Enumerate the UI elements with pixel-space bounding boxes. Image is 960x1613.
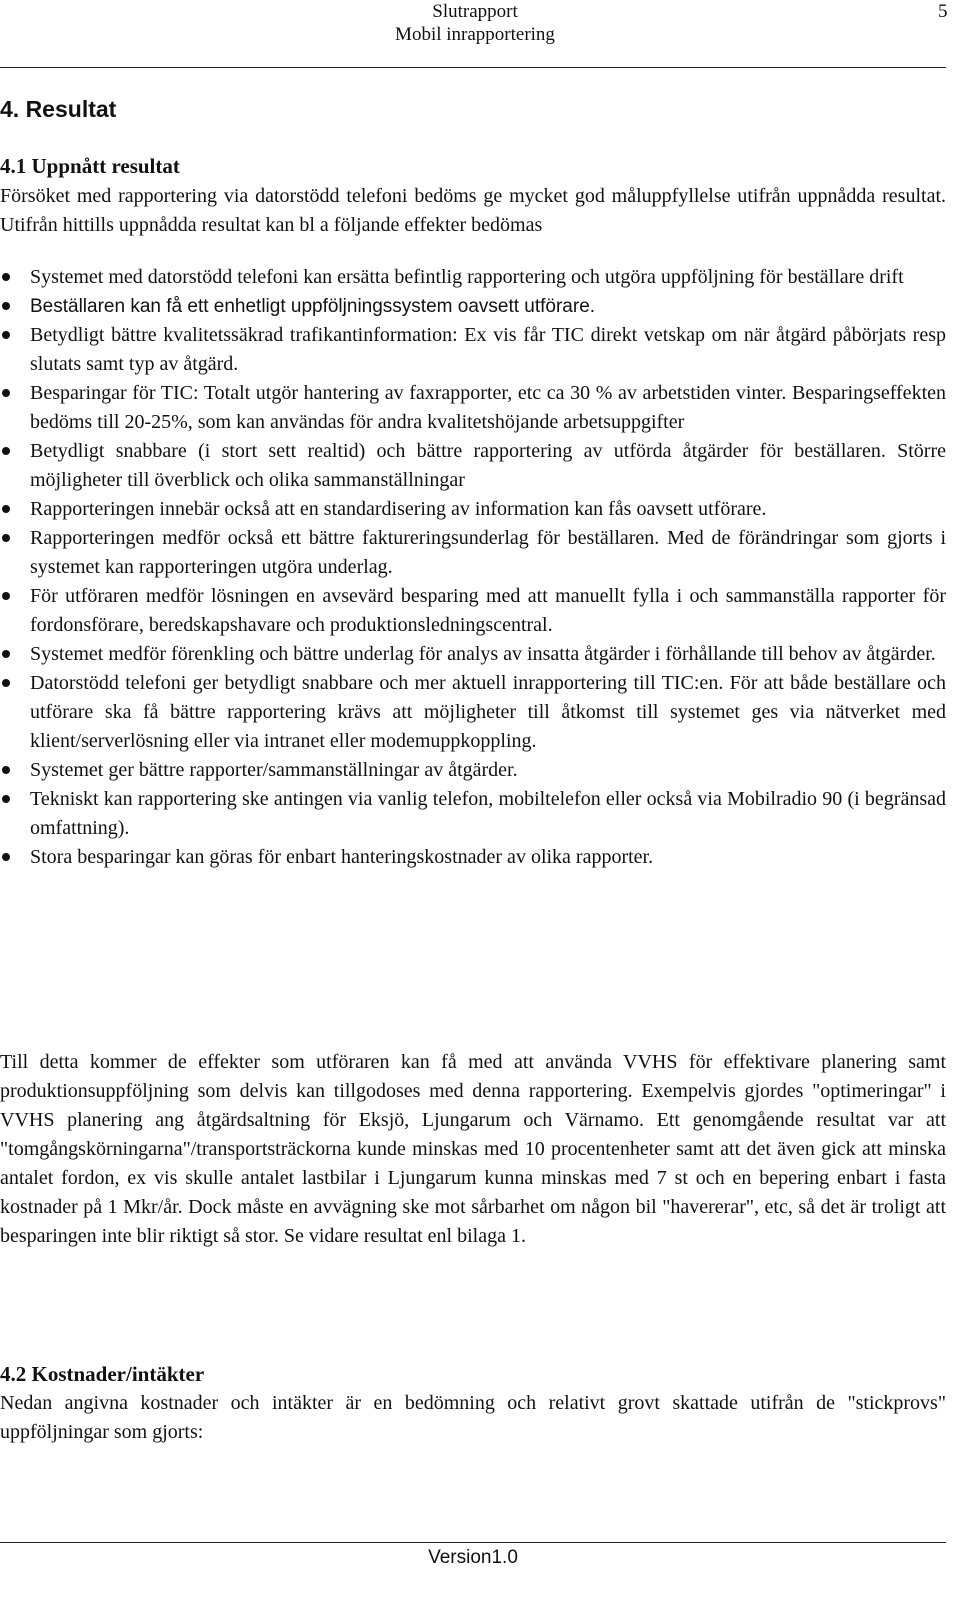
page-header	[0, 0, 960, 70]
subsection-heading-costs: 4.2 Kostnader/intäkter	[0, 1362, 205, 1386]
bullet-icon	[2, 679, 10, 687]
list-item: Besparingar för TIC: Totalt utgör hantering av faxrapporter, etc ca 30 % av arbetstiden vinter. Besparingseffekten bedöms till 20-25%, som kan användas för andra kvalitetshöjande arbetsuppgifter	[0, 379, 946, 437]
list-item: Systemet medför förenkling och bättre underlag för analys av insatta åtgärder i förhållande till behov av åtgärder.	[0, 640, 946, 669]
header-subtitle: Mobil inrapportering	[395, 24, 555, 45]
costs-intro-paragraph: Nedan angivna kostnader och intäkter är en bedömning och relativt grovt skattade utifrån de "stickprovs" uppföljningar som gjorts:	[0, 1392, 946, 1443]
bullet-icon	[2, 534, 10, 542]
results-intro-paragraph: Försöket med rapportering via datorstödd telefoni bedöms ge mycket god måluppfyllelse utifrån uppnådda resultat. Utifrån hittills uppnådda resultat kan bl a följande effekter bedömas	[0, 185, 946, 236]
list-item: Beställaren kan få ett enhetligt uppföljningssystem oavsett utförare.	[0, 292, 946, 321]
footer-divider	[0, 1542, 946, 1543]
list-item: Betydligt bättre kvalitetssäkrad trafikantinformation: Ex vis får TIC direkt vetskap om när åtgärd påbörjats resp slutats samt typ av åtgärd.	[0, 321, 946, 379]
page-number: 5	[938, 1, 948, 22]
bullet-icon	[2, 766, 10, 774]
list-item: Stora besparingar kan göras för enbart hanteringskostnader av olika rapporter.	[0, 843, 946, 872]
subsection-heading-results: 4.1 Uppnått resultat	[0, 154, 180, 178]
header-title: Slutrapport	[432, 1, 518, 22]
list-item: Rapporteringen innebär också att en standardisering av information kan fås oavsett utförare.	[0, 495, 946, 524]
section-heading: 4. Resultat	[0, 96, 117, 122]
results-closing-paragraph: Till detta kommer de effekter som utföraren kan få med att använda VVHS för effektivare planering samt produktionsuppföljning som delvis kan tillgodoses med denna rapportering. Exempelvis gjordes "optimeringar" i VVHS planering ang åtgärdsaltning för Eksjö, Ljungarum och Värnamo. Ett genomgående resultat var att "tomgångskörningarna"/transportsträckorna kunde minskas med 10 procentenheter samt att det även gick att minska antalet fordon, ex vis skulle antalet lastbilar i Ljungarum kunna minskas med 7 st och en bepering enbart i fasta kostnader på 1 Mkr/år. Dock måste en avvägning ske mot sårbarhet om någon bil "havererar", etc, så det är troligt att besparingen inte blir riktigt så stor. Se vidare resultat enl bilaga 1.	[0, 1051, 946, 1247]
list-item: Betydligt snabbare (i stort sett realtid) och bättre rapportering av utförda åtgärder för beställaren. Större möjligheter till överblick och olika sammanställningar	[0, 437, 946, 495]
list-item: Systemet med datorstödd telefoni kan ersätta befintlig rapportering och utgöra uppföljning för beställare drift	[0, 263, 946, 292]
bullet-icon	[2, 853, 10, 861]
header-divider	[0, 67, 946, 68]
list-item: För utföraren medför lösningen en avsevärd besparing med att manuellt fylla i och sammanställa rapporter för fordonsförare, beredskapshavare och produktionsledningscentral.	[0, 582, 946, 640]
bullet-icon	[2, 592, 10, 600]
bullet-icon	[2, 331, 10, 339]
bullet-icon	[2, 302, 10, 310]
bullet-icon	[2, 795, 10, 803]
bullet-icon	[2, 650, 10, 658]
results-bullet-list	[0, 263, 946, 872]
list-item: Systemet ger bättre rapporter/sammanställningar av åtgärder.	[0, 756, 946, 785]
bullet-icon	[2, 447, 10, 455]
list-item: Datorstödd telefoni ger betydligt snabbare och mer aktuell inrapportering till TIC:en. För att både beställare och utförare ska få bättre rapportering krävs att möjligheter till åtkomst till systemet ges via nätverket med klient/serverlösning eller via intranet eller modemuppkoppling.	[0, 669, 946, 756]
list-item: Tekniskt kan rapportering ske antingen via vanlig telefon, mobiltelefon eller också via Mobilradio 90 (i begränsad omfattning).	[0, 785, 946, 843]
bullet-icon	[2, 389, 10, 397]
list-item: Rapporteringen medför också ett bättre faktureringsunderlag för beställaren. Med de förändringar som gjorts i systemet kan rapporteringen utgöra underlag.	[0, 524, 946, 582]
bullet-icon	[2, 273, 10, 281]
footer-version: Version1.0	[428, 1547, 518, 1568]
bullet-icon	[2, 505, 10, 513]
